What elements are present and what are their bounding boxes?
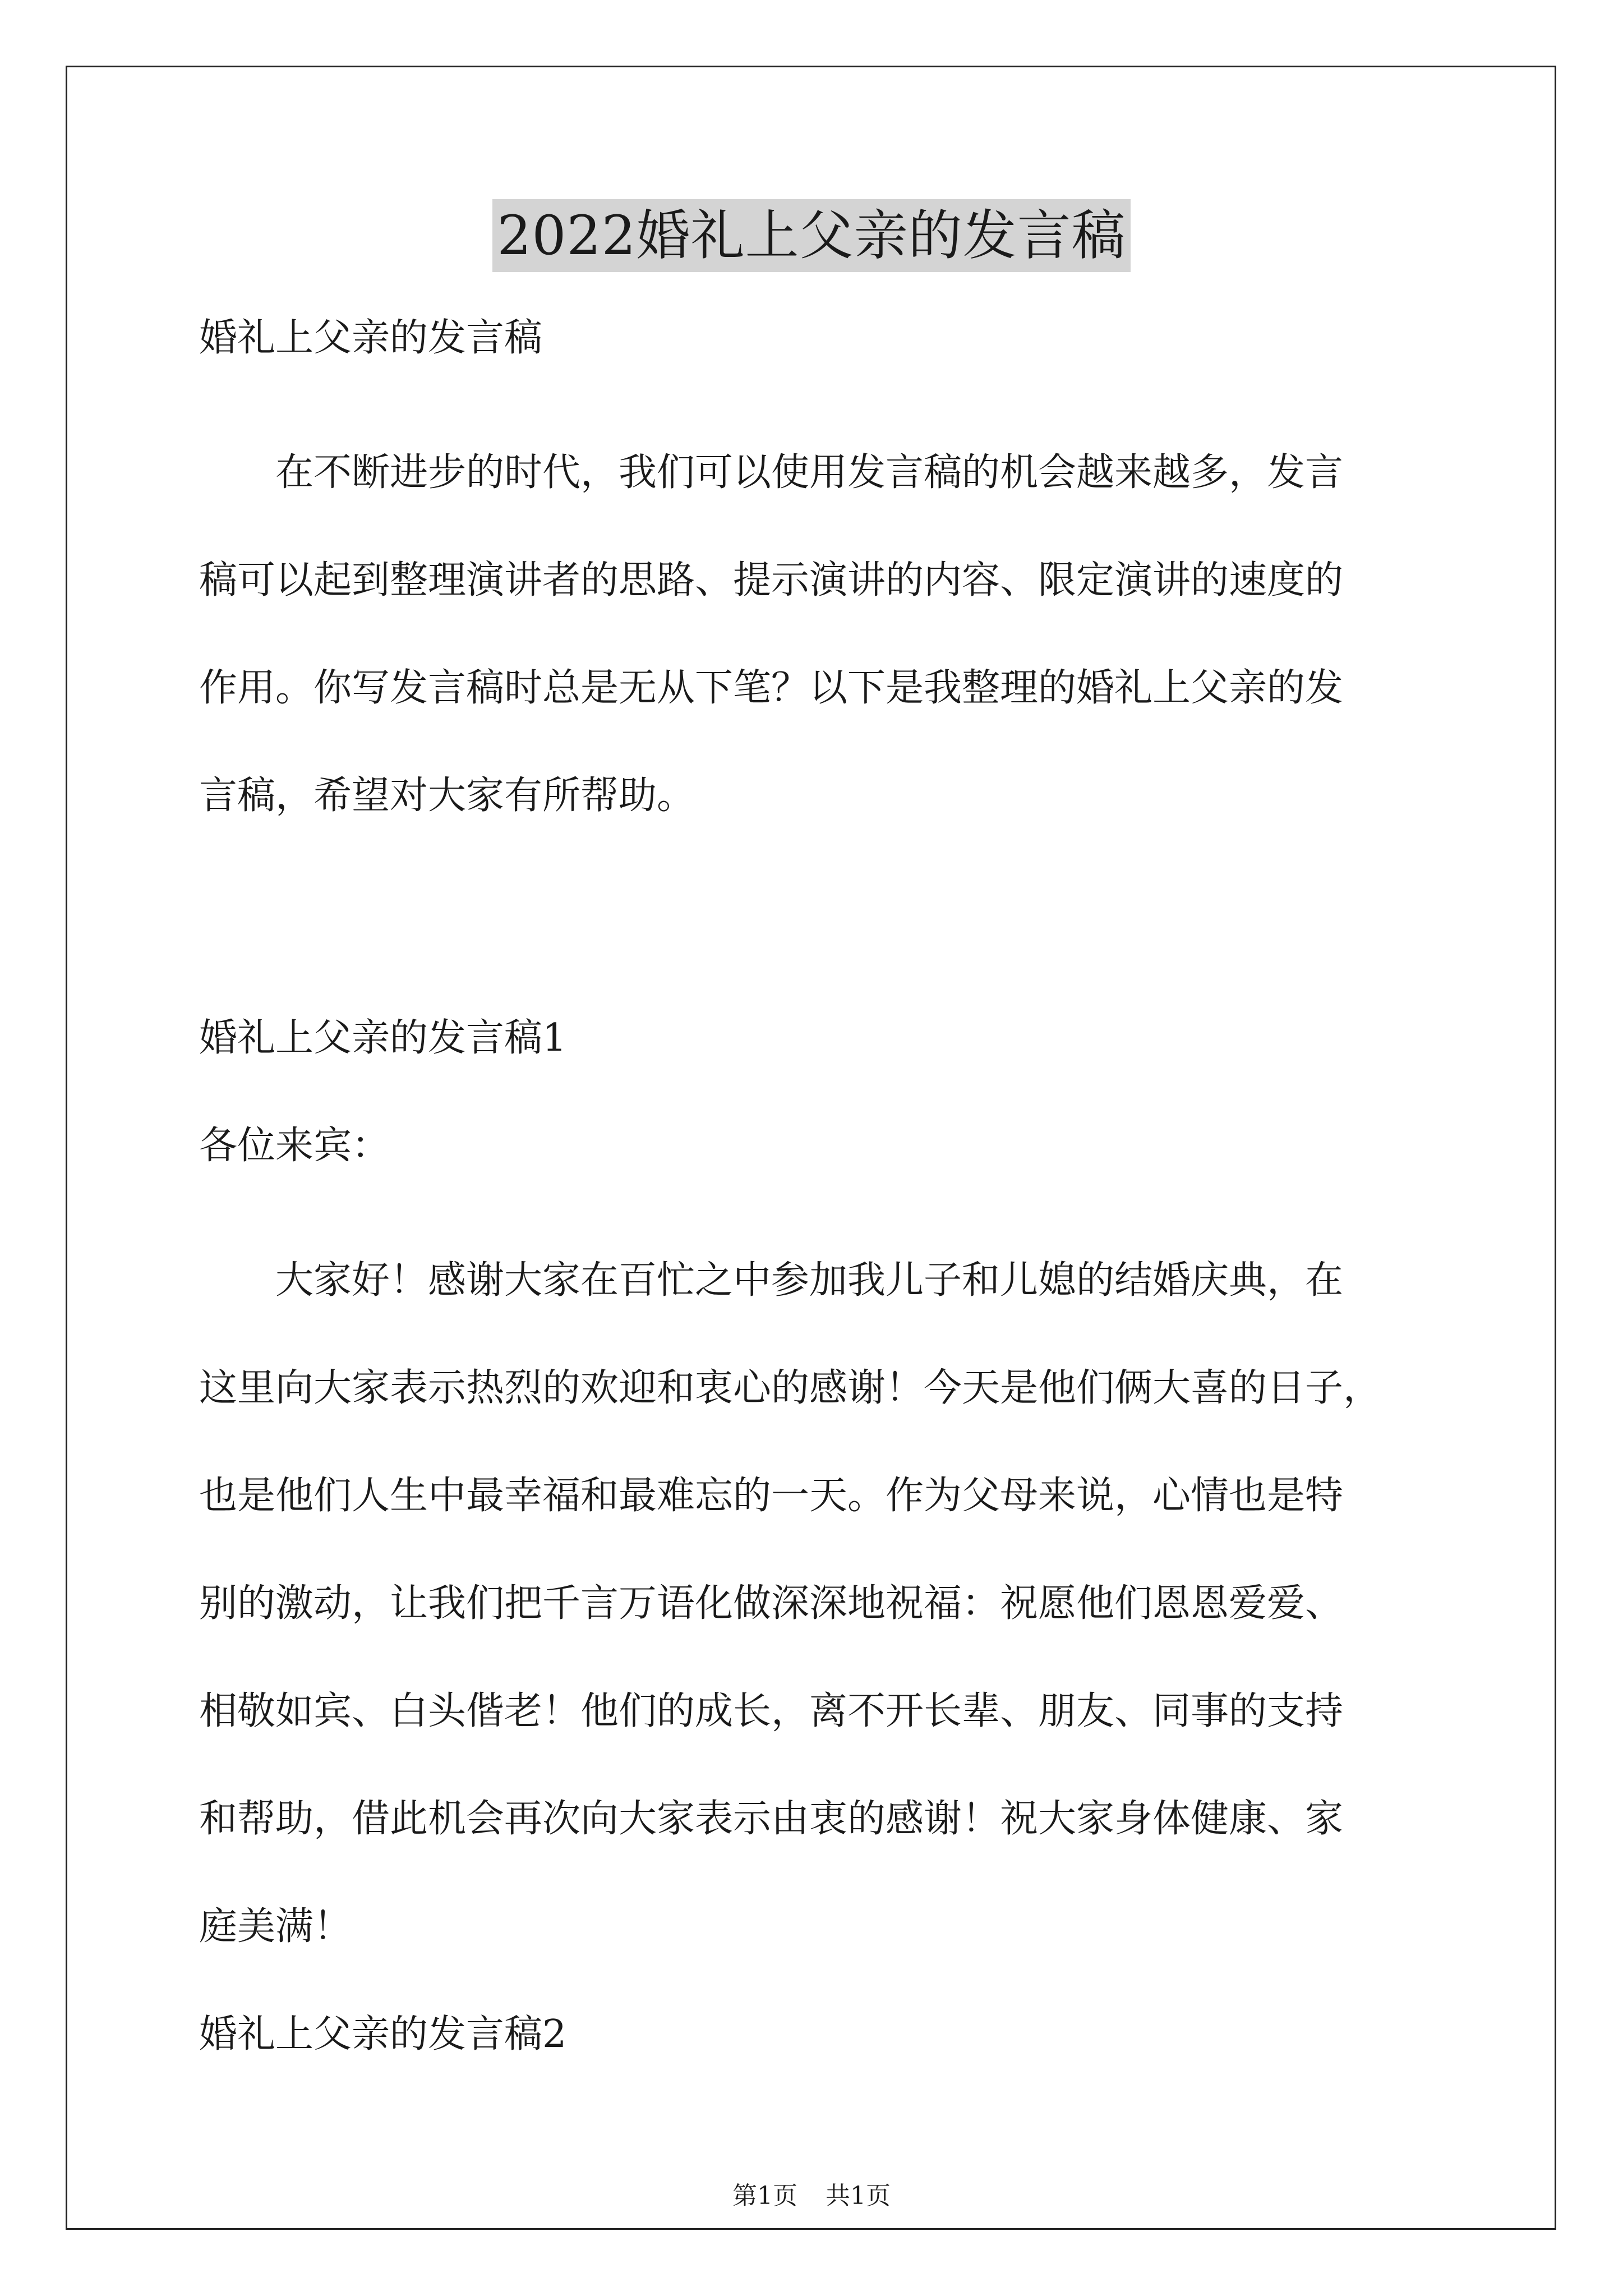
intro-paragraph — [199, 419, 1455, 850]
intro-line: 在不断进步的时代，我们可以使用发言稿的机会越来越多，发言 — [275, 450, 1344, 495]
body-line: 大家好！感谢大家在百忙之中参加我儿子和儿媳的结婚庆典，在 — [275, 1258, 1344, 1303]
page-number-current: 第1页 — [732, 2182, 797, 2210]
body-paragraph — [199, 1227, 1455, 1981]
greeting: 各位来宾： — [199, 1124, 390, 1168]
body-line: 和帮助，借此机会再次向大家表示由衷的感谢！祝大家身体健康、家 — [199, 1797, 1344, 1841]
intro-line: 言稿，希望对大家有所帮助。 — [199, 774, 695, 818]
page-footer — [0, 2179, 1623, 2213]
intro-line: 稿可以起到整理演讲者的思路、提示演讲的内容、限定演讲的速度的 — [199, 558, 1344, 602]
subtitle: 婚礼上父亲的发言稿 — [199, 316, 543, 360]
page-number-total: 共1页 — [826, 2182, 891, 2210]
section2-heading: 婚礼上父亲的发言稿2 — [199, 2012, 567, 2056]
body-line: 也是他们人生中最幸福和最难忘的一天。作为父母来说，心情也是特 — [199, 1474, 1344, 1518]
body-line: 庭美满！ — [199, 1904, 352, 1949]
document-title[interactable]: 2022婚礼上父亲的发言稿 — [492, 199, 1130, 272]
document-body — [199, 311, 1455, 2062]
section1-heading: 婚礼上父亲的发言稿1 — [199, 1016, 567, 1060]
title-wrap — [0, 199, 1623, 272]
body-line: 相敬如宾、白头偕老！他们的成长，离不开长辈、朋友、同事的支持 — [199, 1689, 1344, 1733]
body-line: 这里向大家表示热烈的欢迎和衷心的感谢！今天是他们俩大喜的日子， — [199, 1366, 1382, 1410]
intro-line: 作用。你写发言稿时总是无从下笔？以下是我整理的婚礼上父亲的发 — [199, 666, 1344, 710]
body-line: 别的激动，让我们把千言万语化做深深地祝福：祝愿他们恩恩爱爱、 — [199, 1581, 1344, 1626]
